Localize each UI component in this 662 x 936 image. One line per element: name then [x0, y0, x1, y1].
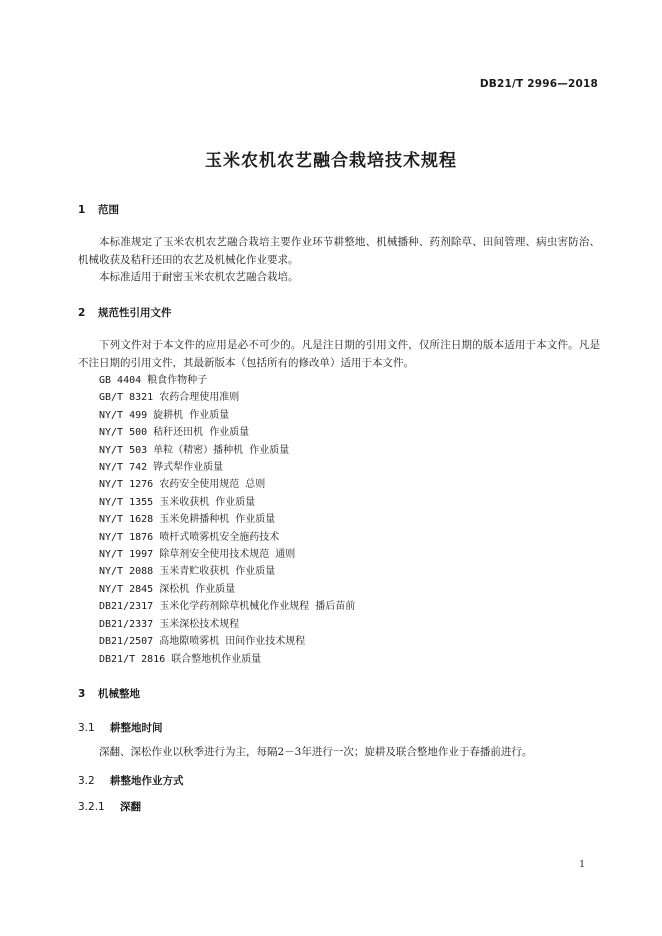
- reference-list: [99, 372, 355, 668]
- section-title: 范围: [98, 204, 119, 216]
- page-number: 1: [579, 860, 585, 870]
- subsection-3-2-heading: [78, 773, 184, 788]
- reference-item: NY/T 2088 玉米青贮收获机 作业质量: [99, 566, 276, 578]
- reference-item: NY/T 1876 喷杆式喷雾机安全施药技术: [99, 531, 280, 543]
- section-title: 机械整地: [98, 688, 140, 700]
- subsection-3-2-1-heading: [78, 799, 141, 814]
- reference-item: NY/T 1276 农药安全使用规范 总则: [99, 479, 266, 491]
- reference-item: NY/T 742 铧式犁作业质量: [99, 462, 224, 474]
- scope-paragraph-2: 本标准适用于耐密玉米农机农艺融合栽培。: [99, 271, 299, 283]
- reference-item: DB21/T 2816 联合整地机作业质量: [99, 653, 262, 665]
- section-3-heading: [78, 686, 140, 701]
- reference-item: NY/T 1628 玉米免耕播种机 作业质量: [99, 514, 276, 526]
- subsection-title: 耕整地时间: [110, 722, 163, 734]
- section-number: 1: [78, 204, 86, 216]
- subsection-number: 3.1: [78, 722, 95, 734]
- reference-item: DB21/2337 玉米深松技术规程: [99, 618, 240, 630]
- subsection-title: 深翻: [120, 801, 141, 813]
- subsection-number: 3.2.1: [78, 801, 105, 813]
- document-title: 玉米农机农艺融合栽培技术规程: [205, 151, 457, 171]
- section-title: 规范性引用文件: [98, 307, 172, 319]
- reference-item: NY/T 1355 玉米收获机 作业质量: [99, 496, 256, 508]
- section-1-heading: [78, 202, 119, 217]
- reference-item: DB21/2507 高地隙喷雾机 田间作业技术规程: [99, 636, 306, 648]
- reference-item: DB21/2317 玉米化学药剂除草机械化作业规程 播后苗前: [99, 601, 356, 613]
- section-2-heading: [78, 305, 172, 320]
- section-number: 2: [78, 307, 86, 319]
- references-intro: 下列文件对于本文件的应用是必不可少的。凡是注日期的引用文件，仅所注日期的版本适用于本文件。凡是不注日期的引用文件，其最新版本（包括所有的修改单）适用于本文件。: [78, 339, 600, 369]
- section-number: 3: [78, 688, 86, 700]
- reference-item: NY/T 2845 深松机 作业质量: [99, 583, 236, 595]
- subsection-title: 耕整地作业方式: [110, 775, 184, 787]
- reference-item: NY/T 1997 除草剂安全使用技术规范 通则: [99, 549, 296, 561]
- reference-item: NY/T 500 秸秆还田机 作业质量: [99, 427, 250, 439]
- reference-item: NY/T 499 旋耕机 作业质量: [99, 409, 230, 421]
- subsection-number: 3.2: [78, 775, 95, 787]
- reference-item: NY/T 503 单粒（精密）播种机 作业质量: [99, 444, 290, 456]
- reference-item: GB/T 8321 农药合理使用准则: [99, 392, 240, 404]
- standard-code: DB21/T 2996—2018: [479, 78, 598, 90]
- reference-item: GB 4404 粮食作物种子: [99, 375, 208, 386]
- subsection-3-1-heading: [78, 720, 163, 735]
- scope-paragraph-1: 本标准规定了玉米农机农艺融合栽培主要作业环节耕整地、机械播种、药剂除草、田间管理、病虫害防治、机械收获及秸秆还田的农艺及机械化作业要求。: [78, 236, 600, 266]
- tillage-time-paragraph: 深翻、深松作业以秋季进行为主，每隔2－3年进行一次；旋耕及联合整地作业于春播前进行。: [99, 746, 533, 758]
